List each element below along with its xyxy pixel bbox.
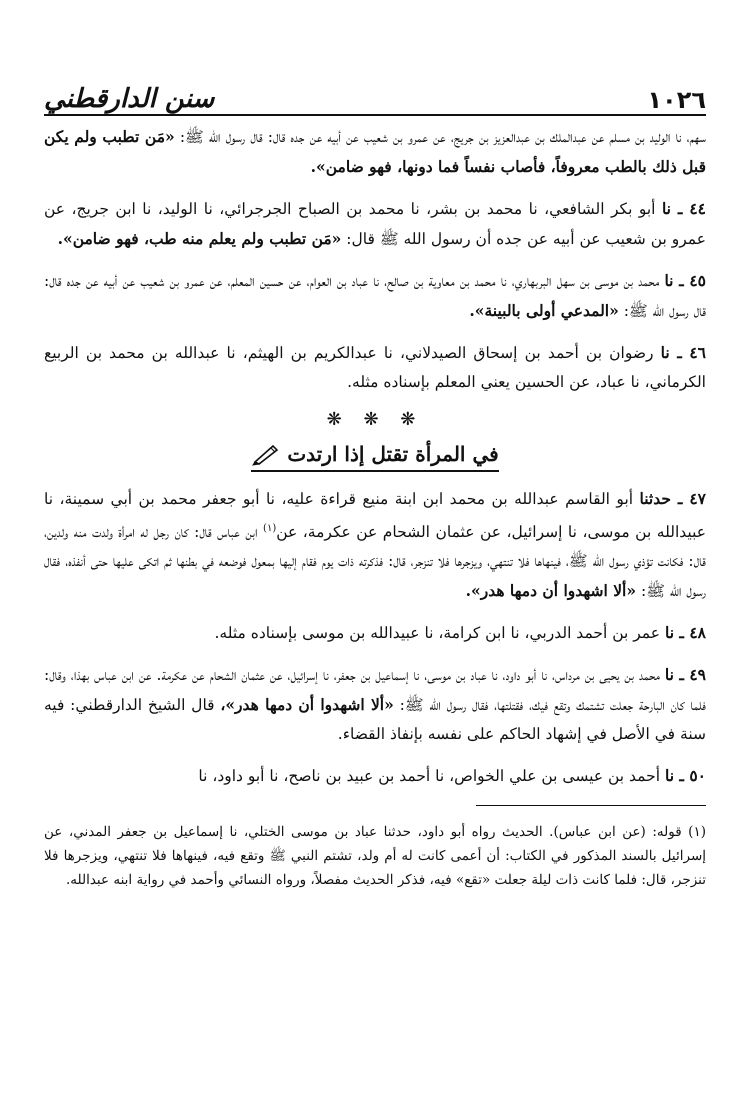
paragraph-text: أحمد بن عيسى بن علي الخواص، نا أحمد بن عبيد بن ناصح، نا أبو داود، نا [198,767,661,786]
footnote [44,820,706,892]
paragraph-text: محمد بن يحيى بن مرداس، نا أبو داود، نا عباد بن موسى، نا إسماعيل بن جعفر، نا إسرائيل، عن عثمان الشحام عن عكرمة. عن ابن عباس بهذا، وقال: فلما كان البارحة جعلت تشتمك وتقع فيك، فقتلتها، فقال رسول الله ﷺ: [44,666,706,715]
footnote-reference[interactable]: (١) [263,523,277,534]
hadith-number: ٤٤ ـ نا [661,199,706,218]
hadith-49 [44,660,706,749]
footnotes [44,805,706,892]
hadith-44 [44,194,706,254]
hadith-number: ٤٨ ـ نا [664,623,706,643]
paragraph-text: محمد بن موسى بن سهل البربهاري، نا محمد بن معاوية بن صالح، نا عباد بن العوام، عن حسين المعلم، عن عمرو بن شعيب عن أبيه عن جده قال: قال رسول الله ﷺ: [44,272,706,320]
paragraph-text: عمر بن أحمد الدربي، نا ابن كرامة، نا عبيدالله بن موسى بإسناده مثله. [214,624,661,643]
paragraph-text: أبو بكر الشافعي، نا محمد بن بشر، نا محمد بن الصباح الجرجرائي، نا الوليد، نا ابن جريج، عن عمرو بن شعيب عن أبيه عن جده أن رسول الله ﷺ قال: [44,200,706,248]
footnote-marker: (١) [688,823,706,840]
page [44,74,706,905]
paragraph-text: سهم، نا الوليد بن مسلم عن عبدالملك بن عبدالعزيز بن جريج، عن عمرو بن شعيب عن أبيه عن جده قال: قال رسول الله ﷺ: [179,128,706,146]
paragraph-continuation [44,122,706,182]
hadith-number: ٤٧ ـ حدثنا [639,489,707,508]
page-header [44,74,706,116]
paragraph-text: ابن عباس قال: كان رجل له امرأة ولدت منه ولدين، قال: فكانت تؤذي رسول الله ﷺ، فينهاها فلا تنتهي، ويزجرها فلا تنزجر، قال: فذكرته ذات يوم فقام إليها بمعول فوضعه في بطنها ثم اتكى عليها حتى أنفذه، فقال رسول الله ﷺ: [44,523,706,601]
hadith-quote: «ألا اشهدوا أن دمها هدر». [465,581,637,601]
body-text [44,122,706,791]
hadith-quote: «المدعي أولى بالبينة». [469,301,619,320]
hadith-quote: «ألا اشهدوا أن دمها هدر»، [220,695,394,715]
hadith-48 [44,618,706,648]
hadith-46 [44,338,706,397]
hadith-quote: «مَن تطبب ولم يكن قبل ذلك بالطب معروفاً، فأصاب نفساً فما دونها، فهو ضامن». [44,127,706,176]
hadith-number: ٤٩ ـ نا [664,665,706,685]
chapter-heading [44,442,706,472]
pen-icon [251,442,281,466]
paragraph-text: أبو القاسم عبدالله بن محمد ابن ابنة منيع قراءة عليه، نا أبو جعفر محمد بن أبي سمينة، نا عبيدالله بن موسى، نا إسرائيل، عن عثمان الشحام عن عكرمة، عن [44,490,706,542]
chapter-title: في المرأة تقتل إذا ارتدت [287,442,499,466]
footnote-divider [476,805,706,806]
hadith-number: ٤٦ ـ نا [660,343,707,362]
hadith-47 [44,484,706,606]
paragraph-text: رضوان بن أحمد بن إسحاق الصيدلاني، نا عبدالكريم بن الهيثم، نا عبدالله بن محمد بن الربيع الكرماني، نا عباد، عن الحسين يعني المعلم بإسناده مثله. [44,344,706,391]
hadith-number: ٤٥ ـ نا [664,271,707,290]
hadith-number: ٥٠ ـ نا [664,766,706,786]
footnote-text: قوله: (عن ابن عباس). الحديث رواه أبو داود، حدثنا عباد بن موسى الختلي، نا إسماعيل بن جعفر المدني، عن إسرائيل بالسند المذكور في الكتاب: أن أعمى كانت له أم ولد، تشتم النبي ﷺ وتقع فيه، فينهاها فلا تنتهي، ويزجرها فلا تنزجر، قال: فلما كانت ذات ليلة جعلت «تقع» فيه، فذكر الحديث مفصلاً، ورواه النسائي وأحمد في رواية ابنه عبدالله. [44,823,706,888]
paragraph-text: قال الشيخ الدارقطني: فيه سنة في الأصل في إشهاد الحاكم على نفسه بإنفاذ القضاء. [44,696,706,744]
section-separator: ❋ ❋ ❋ [326,409,424,430]
running-title: سنن الدارقطني [44,84,215,114]
hadith-50 [44,761,706,791]
hadith-quote: «مَن تطبب ولم يعلم منه طب، فهو ضامن». [57,229,342,248]
hadith-45 [44,266,706,326]
page-number: ١٠٢٦ [647,86,706,114]
